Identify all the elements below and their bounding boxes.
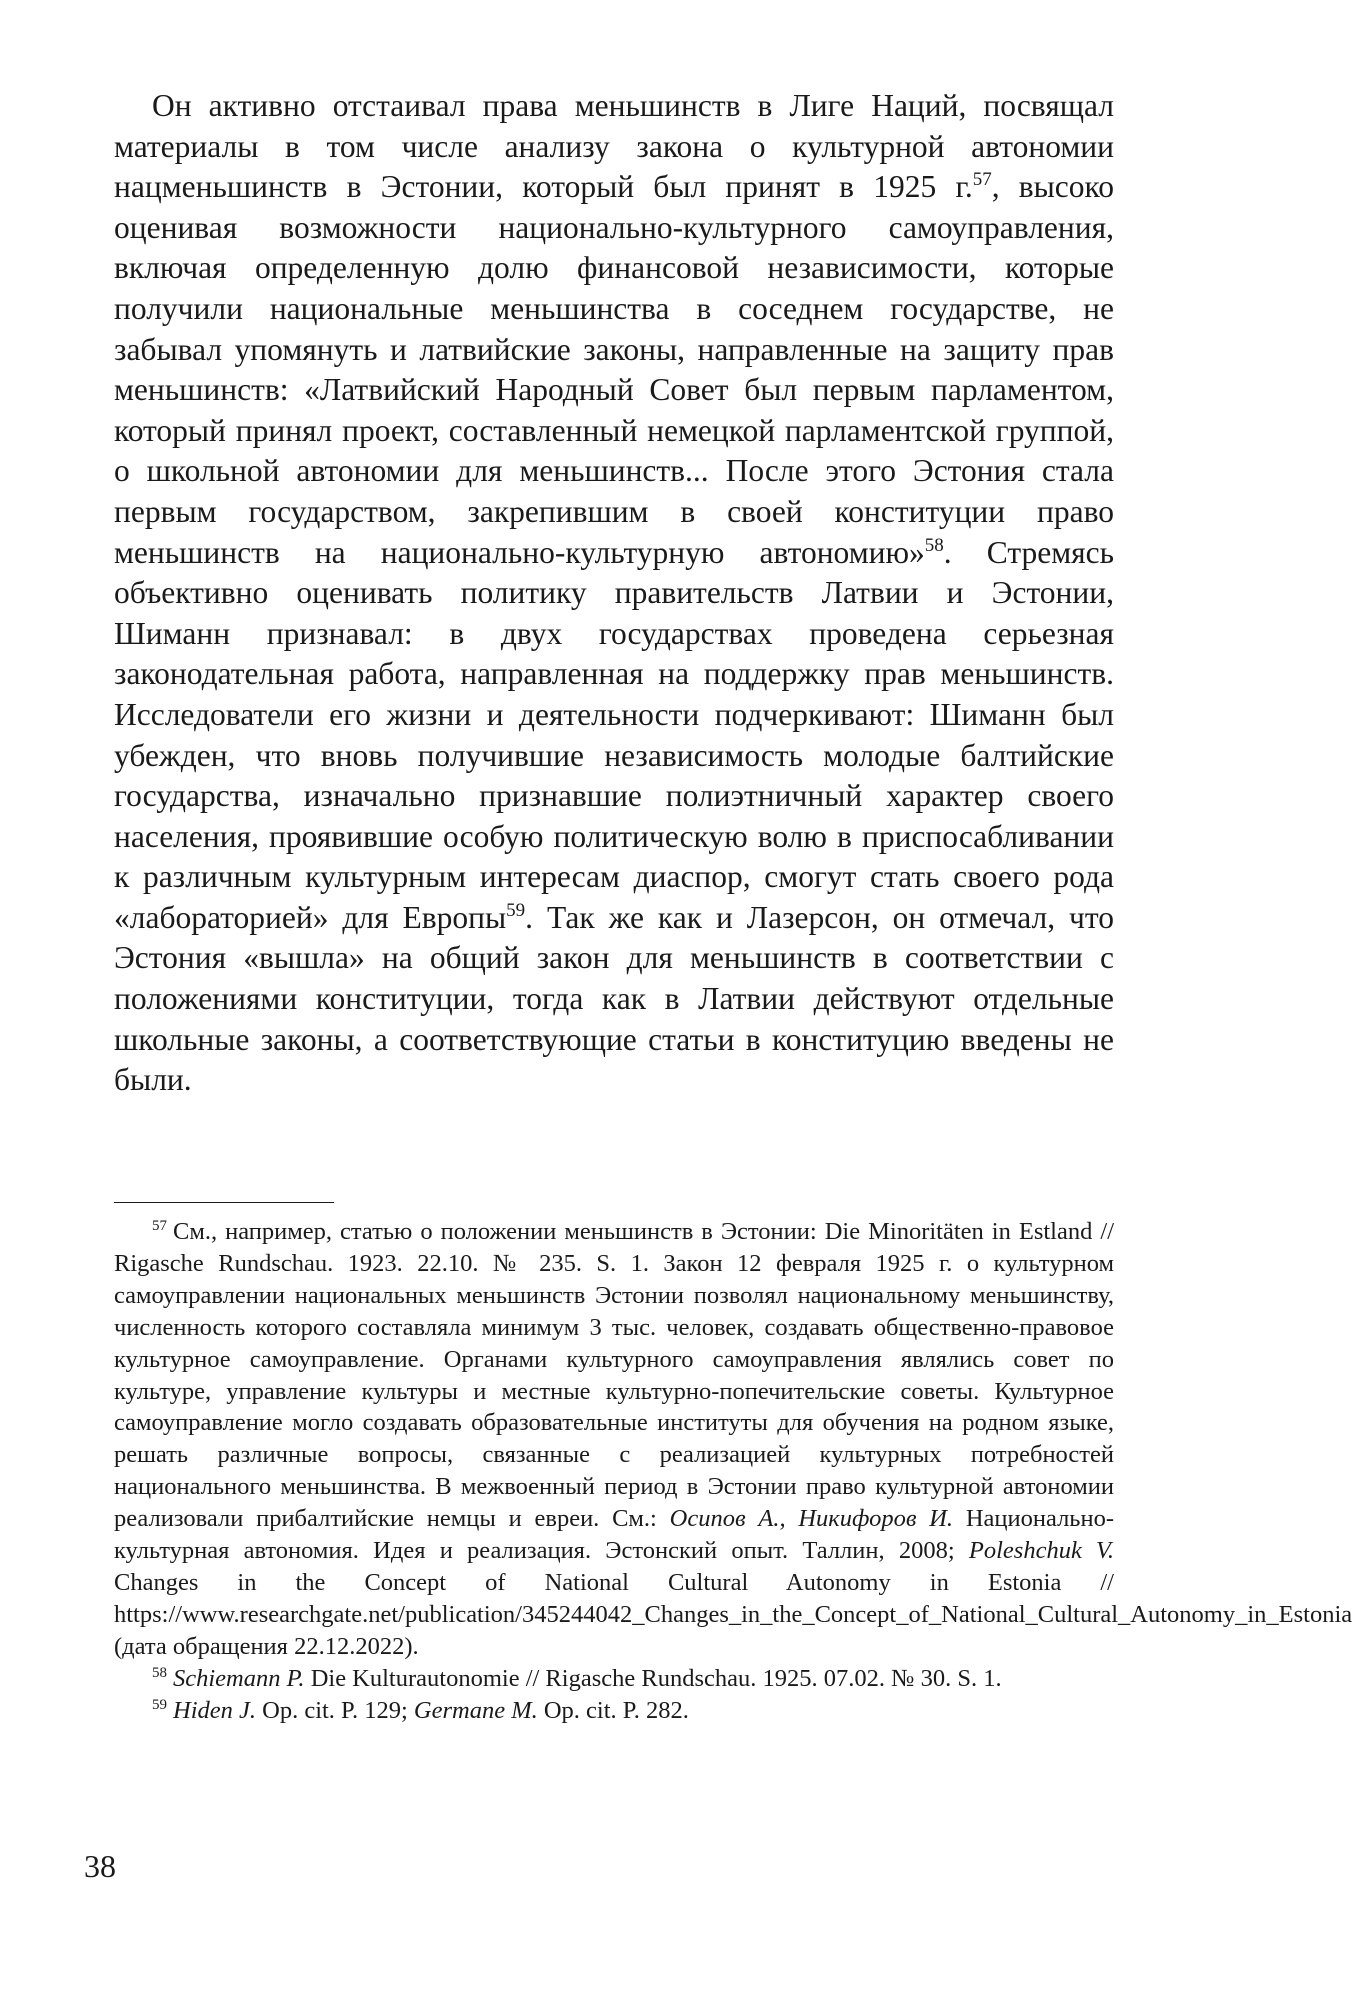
footnote-ref-58: 58 xyxy=(924,534,944,556)
footnote-text: Changes in the Concept of National Cultural Autonomy in Estonia // https://www.researchgate.net/publication/345244042_Changes_in_the_Concept_of_National_Cultural_Autonomy_in_Estonia (дата обращения 22.12.2022). xyxy=(114,1568,1352,1660)
footnote-author: Poleshchuk V. xyxy=(968,1537,1114,1565)
body-text-part-4: . Так же как и Лазерсон, он отмечал, что Эстония «вышла» на общий закон для меньшинств в соответствии с положениями конституции, тогда как в Латвии действуют отдельные школьные законы, а соответствующие статьи в конституцию введены не были. xyxy=(114,899,1114,1098)
footnote-58 xyxy=(114,1663,1114,1695)
page-number: 38 xyxy=(84,1848,116,1884)
footnote-number: 58 xyxy=(152,1664,167,1681)
footnotes-section xyxy=(114,1216,1352,1727)
footnote-text: Op. cit. P. 129; xyxy=(256,1696,414,1724)
footnote-author: Germane M. xyxy=(413,1696,538,1724)
footnote-ref-59: 59 xyxy=(506,899,526,921)
footnote-text: Национально-культурная автономия. Идея и реализация. Эстонский опыт. Таллин, 2008; xyxy=(114,1505,1114,1565)
body-text-part-2: , высоко оценивая возможности национально-культурного самоуправления, включая определенную долю финансовой независимости, которые получили национальные меньшинства в соседнем государстве, не забывал упомянуть и латвийские законы, направленные на защиту прав меньшинств: «Латвийский Народный Совет был первым парламентом, который принял проект, составленный немецкой парламентской группой, о школьной автономии для меньшинств... После этого Эстония стала первым государством, закрепившим в своей конституции право меньшинств на национально-культурную автономию» xyxy=(114,169,1114,570)
body-text-part-3: . Стремясь объективно оценивать политику правительств Латвии и Эстонии, Шиманн признавал: в двух государствах проведена серьезная законодательная работа, направленная на поддержку прав меньшинств. Исследователи его жизни и деятельности подчеркивают: Шиманн был убежден, что вновь получившие независимость молодые балтийские государства, изначально признавшие полиэтничный характер своего населения, проявившие особую политическую волю в приспосабливании к различным культурным интересам диаспор, смогут стать своего рода «лабораторией» для Европы xyxy=(114,534,1114,935)
footnote-57 xyxy=(114,1216,1352,1663)
footnote-author: Hiden J. xyxy=(173,1696,256,1724)
footnote-author: Осипов А., Никифоров И. xyxy=(669,1505,954,1533)
body-text-part-1: Он активно отстаивал права меньшинств в Лиге Наций, посвящал материалы в том числе анализу закона о культурной автономии нацменьшинств в Эстонии, который был принят в 1925 г. xyxy=(114,88,1114,205)
footnote-59 xyxy=(114,1695,1114,1727)
footnote-text: См., например, статью о положении меньшинств в Эстонии: Die Minoritäten in Estland // Rigasche Rundschau. 1923. 22.10. № 235. S. 1. Закон 12 февраля 1925 г. о культурном самоуправлении национальных меньшинств Эстонии позволял национальному меньшинству, численность которого составляла минимум 3 тыс. человек, создавать общественно-правовое культурное самоуправление. Органами культурного самоуправления являлись совет по культуре, управление культуры и местные культурно-попечительские советы. Культурное самоуправление могло создавать образовательные институты для обучения на родном языке, решать различные вопросы, связанные с реализацией культурных потребностей национального меньшинства. В межвоенный период в Эстонии право культурной автономии реализовали прибалтийские немцы и евреи. См.: xyxy=(114,1218,1114,1533)
body-paragraph xyxy=(114,86,1114,1101)
footnote-separator xyxy=(114,1202,334,1203)
footnote-text: Op. cit. P. 282. xyxy=(537,1696,689,1724)
footnote-number: 57 xyxy=(152,1218,167,1234)
footnote-ref-57: 57 xyxy=(972,169,992,191)
footnote-text: Die Kulturautonomie // Rigasche Rundschau. 1925. 07.02. № 30. S. 1. xyxy=(304,1664,1002,1692)
footnote-number: 59 xyxy=(152,1696,167,1713)
footnote-author: Schiemann P. xyxy=(173,1664,305,1692)
